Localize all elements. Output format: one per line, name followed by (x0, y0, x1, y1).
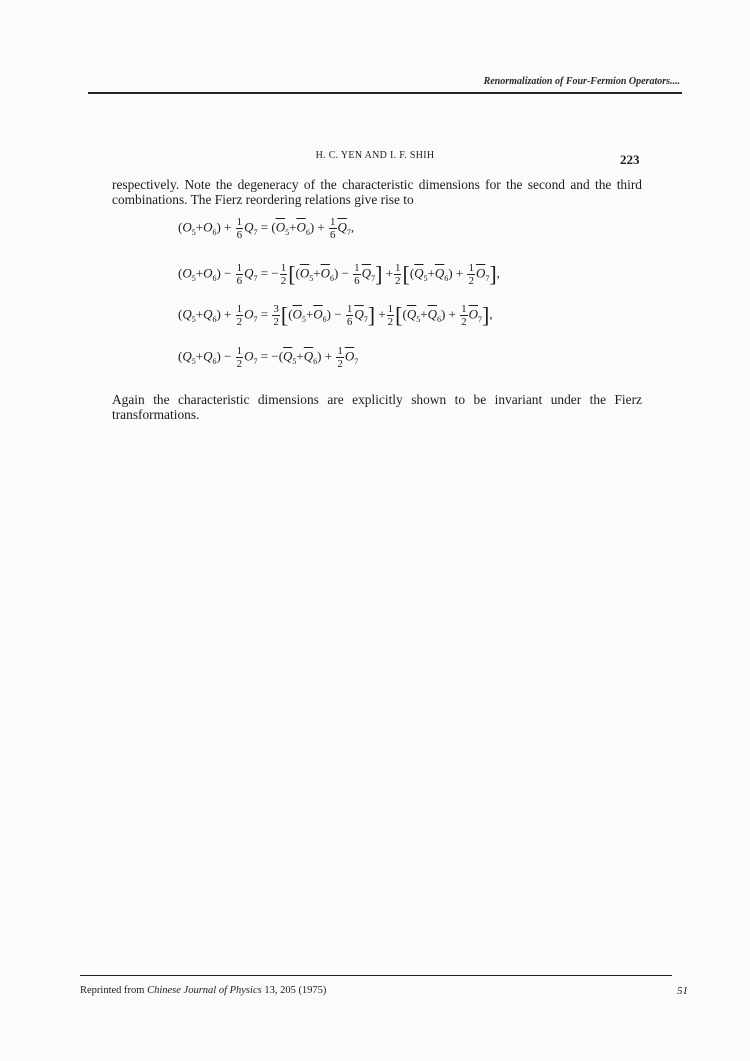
equation-3: $(Q_5+Q_6)$ + $\frac{1}{2}$ $O_7$ = $\frac{3}{2}$ [$(\overline{O}_5+\overline{O}_6)$ − $\frac{1}{6}$ $\overline{Q}_7$] + $\frac{1}{2}$ [$(\overline{Q}_5+\overline{Q}_6)$ + $\frac{1}{2}$ $\overline{O}_7$], (178, 302, 493, 328)
fraction: $\frac{1}{2}$ (387, 303, 394, 328)
fraction: $\frac{1}{2}$ (468, 262, 474, 287)
footer-rule (80, 975, 672, 976)
journal-name: Chinese Journal of Physics (147, 985, 262, 996)
fraction: $\frac{1}{2}$ (337, 345, 343, 370)
fraction: $\frac{1}{6}$ (330, 216, 336, 241)
authors-line: H. C. YEN AND I. F. SHIH (315, 150, 435, 161)
volume-pages: 13, 205 (1975) (264, 985, 327, 996)
fraction: $\frac{1}{6}$ (346, 303, 353, 328)
fraction: $\frac{1}{6}$ (236, 262, 243, 287)
fraction: $\frac{1}{2}$ (236, 303, 243, 328)
equation-1: $(O_5+O_6)$ + $\frac{1}{6}$ $Q_7 = (\overline{O}_5+\overline{O}_6)$ + $\frac{1}{6}$ $\overline{Q}_7$, (178, 216, 355, 241)
fraction: $\frac{1}{6}$ (236, 216, 243, 241)
fraction: $\frac{1}{6}$ (354, 262, 360, 287)
fraction: $\frac{1}{2}$ (461, 303, 467, 328)
equation-2: $(O_5+O_6)$ − $\frac{1}{6}$ $Q_7$ = − $\frac{1}{2}$ [$(\overline{O}_5+\overline{O}_6)$ − $\frac{1}{6}$ $\overline{Q}_7$] + $\frac{1}{2}$ [$(\overline{Q}_5+\overline{Q}_6)$ + $\frac{1}{2}$ $\overline{O}_7$], (178, 261, 500, 287)
header-rule (88, 92, 682, 94)
folio-number: 51 (677, 985, 688, 997)
paragraph-intro: respectively. Note the degeneracy of the characteristic dimensions for the second and the third combinations. The Fierz reordering relations give rise to (112, 177, 642, 207)
page-number: 223 (620, 152, 640, 167)
paragraph-conclusion: Again the characteristic dimensions are explicitly shown to be invariant under the Fierz transformations. (112, 392, 642, 422)
running-title: Renormalization of Four-Fermion Operators.... (483, 76, 680, 87)
fraction: $\frac{3}{2}$ (273, 303, 279, 328)
equation-4: $(Q_5+Q_6)$ − $\frac{1}{2}$ $O_7 = -(\overline{Q}_5+\overline{Q}_6)$ + $\frac{1}{2}$ $\overline{O}_7$ (178, 345, 359, 370)
reprint-prefix: Reprinted from (80, 985, 145, 996)
fraction: $\frac{1}{2}$ (236, 345, 243, 370)
reprint-note (80, 985, 326, 996)
fraction: $\frac{1}{2}$ (280, 262, 287, 287)
fraction: $\frac{1}{2}$ (394, 262, 401, 287)
